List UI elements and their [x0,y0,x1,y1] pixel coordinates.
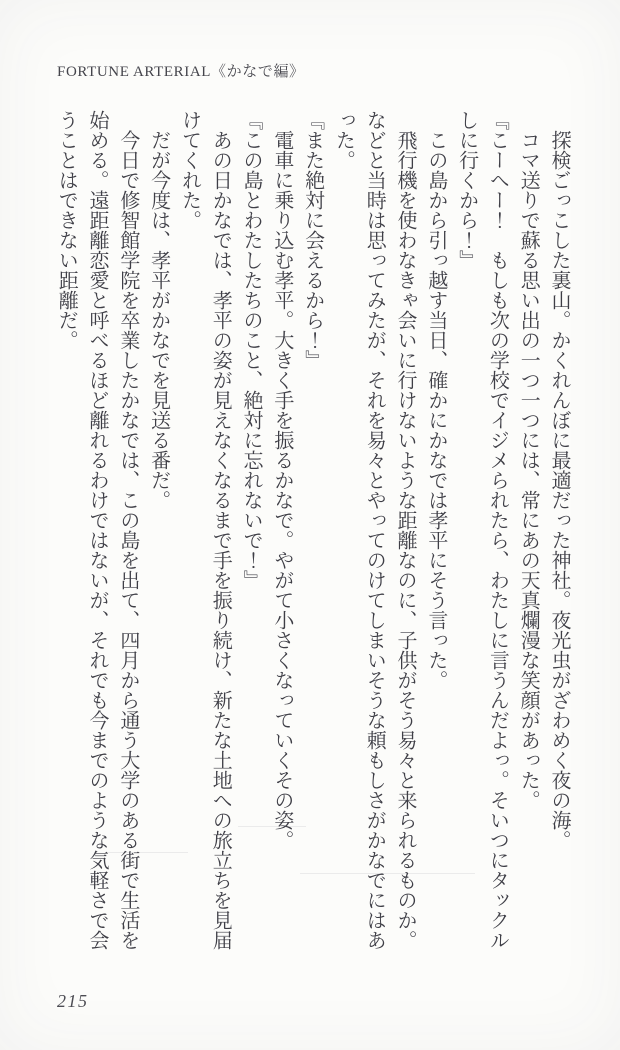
paragraph-dialogue: 『こーへー！ もしも次の学校でイジメられたら、わたしに言うんだよっ。そいつにタックルしに行くから！』 [455,110,509,950]
paragraph-narration: 今日で修智館学院を卒業したかなでは、この島を出て、四月から通う大学のある街で生活を始める。遠距離恋愛と呼べるほど離れるわけではないが、それでも今までのような気軽さで会うことはできない距離だ。 [55,110,139,950]
paragraph-dialogue: 『この島とわたしたちのこと、絶対に忘れないで！』 [240,110,263,590]
paragraph-narration: 飛行機を使わなきゃ会いに行けないような距離なのに、子供がそう易々と来られるものか。などと当時は思ってみたが、それを易々とやってのけてしまいそうな頼もしさがかなでにはあった。 [332,110,417,950]
paragraph-dialogue: 『また絶対に会えるから！』 [301,110,324,370]
page-number: 215 [57,991,89,1011]
body-text [42,110,574,952]
paragraph-narration: この島から引っ越す当日、確かにかなでは孝平にそう言った。 [424,130,447,690]
paragraph-narration: 探検ごっこした裏山。かくれんぼに最適だった神社。夜光虫がざわめく夜の海。 [548,130,570,850]
paragraph-narration: コマ送りで蘇る思い出の一つ一つには、常にあの天真爛漫な笑顔があった。 [517,130,540,810]
paragraph-narration: あの日かなでは、孝平の姿が見えなくなるまで手を振り続け、新たな土地への旅立ちを見届けてくれた。 [178,110,232,950]
paragraph-narration: 電車に乗り込む孝平。大きく手を振るかなで。やがて小さくなっていくその姿。 [270,130,293,850]
paragraph-narration: だが今度は、孝平がかなでを見送る番だ。 [147,130,170,510]
running-header: FORTUNE ARTERIAL《かなで編》 [57,64,305,80]
